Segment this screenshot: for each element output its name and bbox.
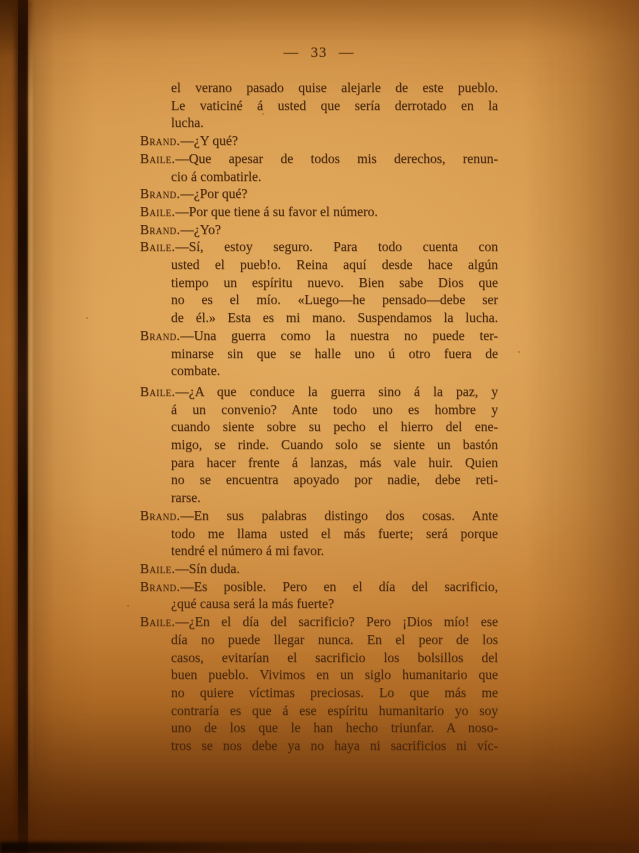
text-line: Baile.—Que apesar de todos mis derechos, renun- [140, 150, 498, 166]
text-line: tros se nos debe ya no haya ni sacrificios ni víc- [171, 738, 498, 754]
speaker-label: Brand. [140, 186, 181, 202]
text-line: Brand.—Una guerra como la nuestra no puede ter- [140, 327, 498, 343]
text-line: cio á combatirle. [171, 168, 262, 184]
text-line: uno de los que le han hecho triunfar. A noso- [171, 720, 498, 736]
speaker-label: Baile. [140, 239, 176, 255]
speaker-label: Brand. [140, 578, 181, 594]
text-line: Brand.—¿Y qué? [140, 133, 238, 149]
text-line: Baile.—Sín duda. [140, 560, 240, 576]
page-edge-highlight [28, 0, 33, 853]
text-line: no se encuentra apoyado por nadie, debe reti- [171, 472, 498, 488]
text-line: Brand.—¿Por qué? [140, 186, 248, 202]
text-line: contraría es que á ese espíritu humanitario yo soy [171, 702, 498, 718]
text-line: el verano pasado quise alejarle de este pueblo. [171, 80, 498, 95]
text-line: no quiere víctimas preciosas. Lo que más me [171, 684, 498, 700]
speaker-label: Brand. [140, 507, 181, 523]
speaker-label: Baile. [140, 383, 176, 399]
text-line: de él.» Esta es mi mano. Suspendamos la lucha. [171, 310, 498, 326]
text-line: Baile.—Sí, estoy seguro. Para todo cuenta con [140, 239, 498, 255]
text-line: buen pueblo. Vivimos en un siglo humanitario que [171, 667, 498, 683]
text-line: lucha. [171, 115, 204, 131]
text-line: Baile.—¿En el día del sacrificio? Pero ¡Dios mío! ese [140, 614, 498, 630]
text-line: Baile.—¿A que conduce la guerra sino á la paz, y [140, 383, 498, 399]
speaker-label: Baile. [140, 614, 176, 630]
page-number: — 33 — [283, 45, 355, 61]
book-spine-crease [18, 0, 28, 853]
text-line: á un convenio? Ante todo uno es hombre y [171, 401, 498, 417]
text-line: usted el pueb!o. Reina aquí desde hace algún [171, 257, 498, 273]
text-line: para hacer frente á lanzas, más vale huir. Quien [171, 454, 498, 470]
text-line: Baile.—Por que tiene á su favor el número. [140, 203, 378, 219]
text-line: migo, se rinde. Cuando solo se siente un bastón [171, 437, 498, 453]
text-line: tendré el número á mi favor. [171, 543, 324, 559]
text-line: Brand.—¿Yo? [140, 221, 221, 237]
text-line: cuando siente sobre su pecho el hierro del ene- [171, 419, 498, 435]
text-line: día no puede llegar nunca. En el peor de los [171, 631, 498, 647]
speaker-label: Brand. [140, 221, 181, 237]
bottom-edge-shadow [0, 842, 639, 853]
text-line: combate. [171, 363, 221, 379]
text-line: minarse sin que se halle uno ú otro fuera de [171, 345, 498, 361]
text-line: Brand.—En sus palabras distingo dos cosas. Ante [140, 507, 498, 523]
book-gutter [0, 0, 20, 853]
speaker-label: Brand. [140, 327, 181, 343]
text-line: todo me llama usted el más fuerte; será porque [171, 525, 498, 541]
speaker-label: Baile. [140, 150, 176, 166]
text-line: Le vaticiné á usted que sería derrotado en la [171, 97, 498, 113]
text-line: tiempo un espíritu nuevo. Bien sabe Dios que [171, 274, 498, 290]
speaker-label: Brand. [140, 133, 181, 149]
speaker-label: Baile. [140, 560, 176, 576]
text-line: ¿qué causa será la más fuerte? [171, 596, 335, 612]
text-line: casos, evitarían el sacrificio los bolsillos del [171, 649, 498, 665]
text-line: rarse. [171, 490, 201, 506]
text-line: no es el mío. «Luego—he pensado—debe ser [171, 292, 498, 308]
page-text-block [140, 79, 498, 755]
text-line: Brand.—Es posible. Pero en el día del sacrificio, [140, 578, 498, 594]
speaker-label: Baile. [140, 203, 176, 219]
